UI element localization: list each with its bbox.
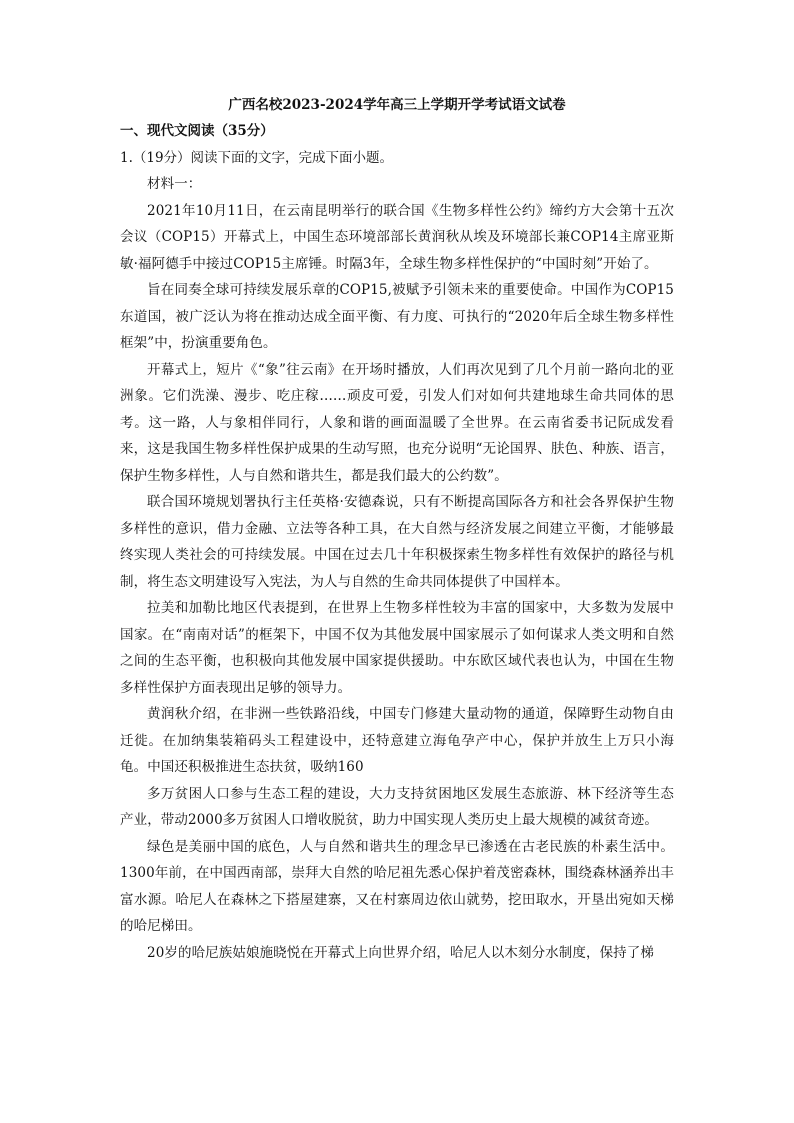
paragraph: 绿色是美丽中国的底色，人与自然和谐共生的理念早已渗透在古老民族的朴素生活中。1300年前，在中国西南部，崇拜大自然的哈尼祖先悉心保护着茂密森林，围绕森林涵养出丰富水源。哈尼人在森林之下搭屋建寨，又在村寨周边依山就势，挖田取水，开垦出宛如天梯的哈尼梯田。 — [120, 838, 674, 934]
paragraph: 20岁的哈尼族姑娘施晓悦在开幕式上向世界介绍，哈尼人以木刻分水制度，保持了梯 — [147, 944, 654, 961]
paragraph: 旨在同奏全球可持续发展乐章的COP15,被赋予引领未来的重要使命。中国作为COP15东道国，被广泛认为将在推动达成全面平衡、有力度、可执行的“2020年后全球生物多样性框架”中，扮演重要角色。 — [120, 282, 674, 351]
paragraph: 2021年10月11日，在云南昆明举行的联合国《生物多样性公约》缔约方大会第十五次会议（COP15）开幕式上，中国生态环境部部长黄润秋从埃及环境部长兼COP14主席亚斯敏·福阿德手中接过COP15主席锤。时隔3年，全球生物多样性保护的“中国时刻”开始了。 — [120, 202, 674, 272]
paragraph: 黄润秋介绍，在非洲一些铁路沿线，中国专门修建大量动物的通道，保障野生动物自由迁徙。在加纳集装箱码头工程建设中，还特意建立海龟孕产中心，保护并放生上万只小海龟。中国还积极推进生态扶贫，吸纳160 — [120, 706, 674, 775]
paragraph: 拉美和加勒比地区代表提到，在世界上生物多样性较为丰富的国家中，大多数为发展中国家。在“南南对话”的框架下，中国不仅为其他发展中国家展示了如何谋求人类文明和自然之间的生态平衡，也积极向其他发展中国家提供援助。中东欧区域代表也认为，中国在生物多样性保护方面表现出足够的领导力。 — [120, 600, 674, 696]
document-body — [120, 118, 674, 966]
question-intro: 1.（19分）阅读下面的文字，完成下面小题。 — [120, 149, 394, 166]
section-heading: 一、现代文阅读（35分） — [120, 123, 274, 139]
paragraph: 多万贫困人口参与生态工程的建设，大力支持贫困地区发展生态旅游、林下经济等生态产业，带动2000多万贫困人口增收脱贫，助力中国实现人类历史上最大规模的减贫奇迹。 — [120, 785, 674, 828]
page-title: 广西名校2023-2024学年高三上学期开学考试语文试卷 — [228, 97, 566, 113]
paragraph: 联合国环境规划署执行主任英格·安德森说，只有不断提高国际各方和社会各界保护生物多样性的意识，借力金融、立法等各种工具，在大自然与经济发展之间建立平衡，才能够最终实现人类社会的可持续发展。中国在过去几十年积极探索生物多样性有效保护的路径与机制，将生态文明建设写入宪法，为人与自然的生命共同体提供了中国样本。 — [120, 494, 674, 590]
material-label: 材料一： — [147, 176, 202, 192]
paragraph: 开幕式上，短片《“象”往云南》在开场时播放，人们再次见到了几个月前一路向北的亚洲象。它们洗澡、漫步、吃庄稼……顽皮可爱，引发人们对如何共建地球生命共同体的思考。这一路，人与象相伴同行，人象和谐的画面温暖了全世界。在云南省委书记阮成发看来，这是我国生物多样性保护成果的生动写照，也充分说明“无论国界、肤色、种族、语言，保护生物多样性，人与自然和谐共生，都是我们最大的公约数”。 — [120, 361, 674, 484]
